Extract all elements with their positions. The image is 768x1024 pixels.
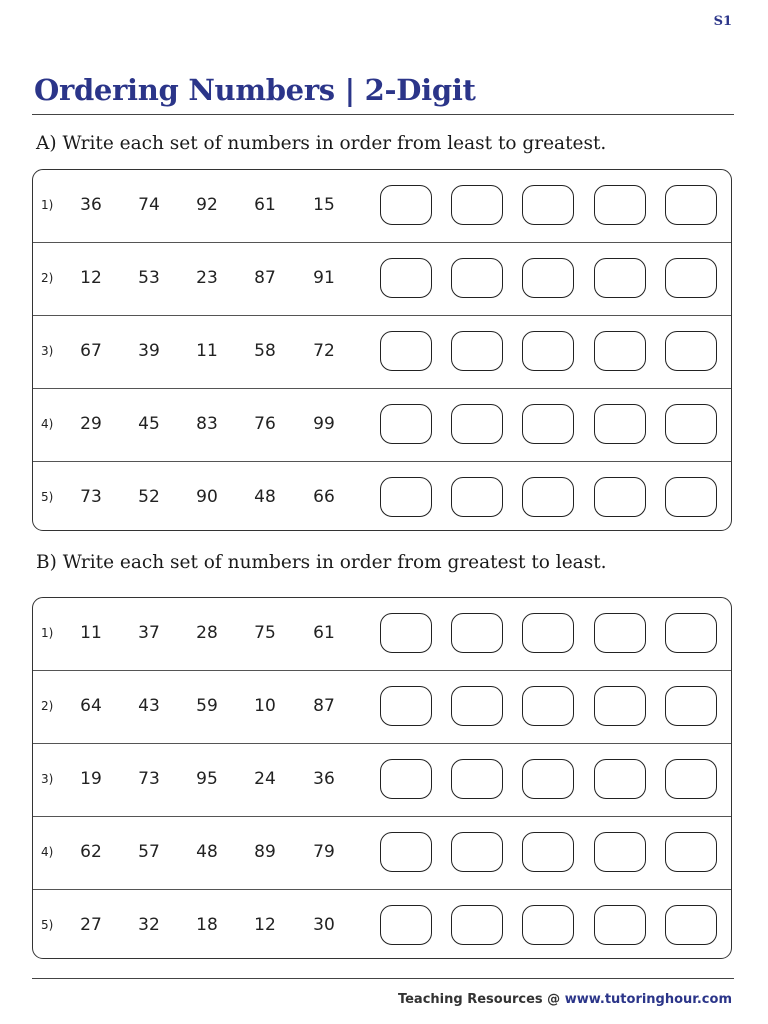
answer-box-4[interactable] [594, 477, 646, 517]
answer-box-1[interactable] [380, 832, 432, 872]
given-number: 30 [313, 915, 335, 935]
answer-box-2[interactable] [451, 905, 503, 945]
given-number: 59 [196, 696, 218, 716]
given-number: 64 [80, 696, 102, 716]
answer-box-5[interactable] [665, 404, 717, 444]
given-number: 62 [80, 842, 102, 862]
answer-box-3[interactable] [522, 613, 574, 653]
answer-box-5[interactable] [665, 832, 717, 872]
given-number: 58 [254, 341, 276, 361]
given-number: 53 [138, 268, 160, 288]
given-number: 72 [313, 341, 335, 361]
answer-box-4[interactable] [594, 331, 646, 371]
given-number: 52 [138, 487, 160, 507]
answer-box-5[interactable] [665, 258, 717, 298]
given-number: 28 [196, 623, 218, 643]
given-number: 27 [80, 915, 102, 935]
answer-box-3[interactable] [522, 331, 574, 371]
given-number: 37 [138, 623, 160, 643]
answer-box-5[interactable] [665, 613, 717, 653]
given-number: 76 [254, 414, 276, 434]
answer-box-5[interactable] [665, 759, 717, 799]
given-number: 61 [254, 195, 276, 215]
answer-box-3[interactable] [522, 832, 574, 872]
given-number: 91 [313, 268, 335, 288]
answer-box-2[interactable] [451, 759, 503, 799]
answer-box-3[interactable] [522, 404, 574, 444]
footer-label: Teaching Resources @ [397, 992, 565, 1007]
page-title: Ordering Numbers | 2-Digit [34, 73, 476, 107]
page-code: S1 [713, 14, 732, 29]
section-a-instruction: A) Write each set of numbers in order from least to greatest. [36, 133, 607, 154]
given-number: 36 [313, 769, 335, 789]
problem-number: 2) [41, 699, 54, 713]
problem-number: 4) [41, 845, 54, 859]
answer-box-4[interactable] [594, 832, 646, 872]
answer-box-3[interactable] [522, 686, 574, 726]
answer-box-2[interactable] [451, 258, 503, 298]
given-number: 48 [254, 487, 276, 507]
answer-box-2[interactable] [451, 477, 503, 517]
given-number: 45 [138, 414, 160, 434]
problem-row [33, 671, 731, 744]
answer-box-1[interactable] [380, 258, 432, 298]
given-number: 90 [196, 487, 218, 507]
answer-box-2[interactable] [451, 331, 503, 371]
title-divider [32, 114, 734, 115]
section-a-table [32, 169, 732, 531]
answer-box-2[interactable] [451, 686, 503, 726]
answer-box-3[interactable] [522, 258, 574, 298]
given-number: 19 [80, 769, 102, 789]
answer-box-1[interactable] [380, 613, 432, 653]
answer-box-4[interactable] [594, 759, 646, 799]
problem-number: 3) [41, 344, 54, 358]
problem-number: 4) [41, 417, 54, 431]
answer-box-5[interactable] [665, 477, 717, 517]
given-number: 83 [196, 414, 218, 434]
given-number: 57 [138, 842, 160, 862]
answer-box-3[interactable] [522, 905, 574, 945]
problem-row [33, 462, 731, 531]
given-number: 92 [196, 195, 218, 215]
given-number: 12 [254, 915, 276, 935]
answer-box-4[interactable] [594, 613, 646, 653]
problem-row [33, 243, 731, 316]
answer-box-1[interactable] [380, 686, 432, 726]
footer-divider [32, 978, 734, 979]
footer [398, 992, 732, 1007]
answer-box-4[interactable] [594, 686, 646, 726]
problem-row [33, 817, 731, 890]
answer-box-2[interactable] [451, 404, 503, 444]
problem-row [33, 890, 731, 959]
answer-box-1[interactable] [380, 185, 432, 225]
given-number: 73 [138, 769, 160, 789]
answer-box-1[interactable] [380, 477, 432, 517]
answer-box-2[interactable] [451, 613, 503, 653]
given-number: 66 [313, 487, 335, 507]
answer-box-3[interactable] [522, 185, 574, 225]
given-number: 18 [196, 915, 218, 935]
answer-box-4[interactable] [594, 404, 646, 444]
answer-box-2[interactable] [451, 832, 503, 872]
problem-number: 2) [41, 271, 54, 285]
answer-box-1[interactable] [380, 905, 432, 945]
section-b-instruction: B) Write each set of numbers in order from greatest to least. [36, 552, 607, 573]
given-number: 15 [313, 195, 335, 215]
answer-box-4[interactable] [594, 905, 646, 945]
problem-row [33, 316, 731, 389]
given-number: 99 [313, 414, 335, 434]
answer-box-5[interactable] [665, 905, 717, 945]
given-number: 39 [138, 341, 160, 361]
section-b-table [32, 597, 732, 959]
given-number: 74 [138, 195, 160, 215]
problem-number: 5) [41, 490, 54, 504]
answer-box-5[interactable] [665, 331, 717, 371]
given-number: 43 [138, 696, 160, 716]
given-number: 87 [254, 268, 276, 288]
given-number: 11 [80, 623, 102, 643]
answer-box-2[interactable] [451, 185, 503, 225]
given-number: 89 [254, 842, 276, 862]
given-number: 36 [80, 195, 102, 215]
answer-box-1[interactable] [380, 759, 432, 799]
answer-box-3[interactable] [522, 477, 574, 517]
given-number: 67 [80, 341, 102, 361]
given-number: 79 [313, 842, 335, 862]
answer-box-4[interactable] [594, 185, 646, 225]
answer-box-5[interactable] [665, 686, 717, 726]
problem-number: 1) [41, 626, 54, 640]
given-number: 29 [80, 414, 102, 434]
footer-url: www.tutoringhour.com [564, 992, 732, 1007]
problem-row [33, 389, 731, 462]
given-number: 32 [138, 915, 160, 935]
problem-number: 5) [41, 918, 54, 932]
given-number: 48 [196, 842, 218, 862]
given-number: 24 [254, 769, 276, 789]
given-number: 10 [254, 696, 276, 716]
given-number: 12 [80, 268, 102, 288]
answer-box-1[interactable] [380, 404, 432, 444]
problem-row [33, 170, 731, 243]
given-number: 75 [254, 623, 276, 643]
given-number: 95 [196, 769, 218, 789]
answer-box-5[interactable] [665, 185, 717, 225]
problem-number: 1) [41, 198, 54, 212]
problem-row [33, 744, 731, 817]
problem-number: 3) [41, 772, 54, 786]
problem-row [33, 598, 731, 671]
answer-box-4[interactable] [594, 258, 646, 298]
answer-box-1[interactable] [380, 331, 432, 371]
given-number: 23 [196, 268, 218, 288]
given-number: 73 [80, 487, 102, 507]
given-number: 11 [196, 341, 218, 361]
given-number: 61 [313, 623, 335, 643]
given-number: 87 [313, 696, 335, 716]
answer-box-3[interactable] [522, 759, 574, 799]
